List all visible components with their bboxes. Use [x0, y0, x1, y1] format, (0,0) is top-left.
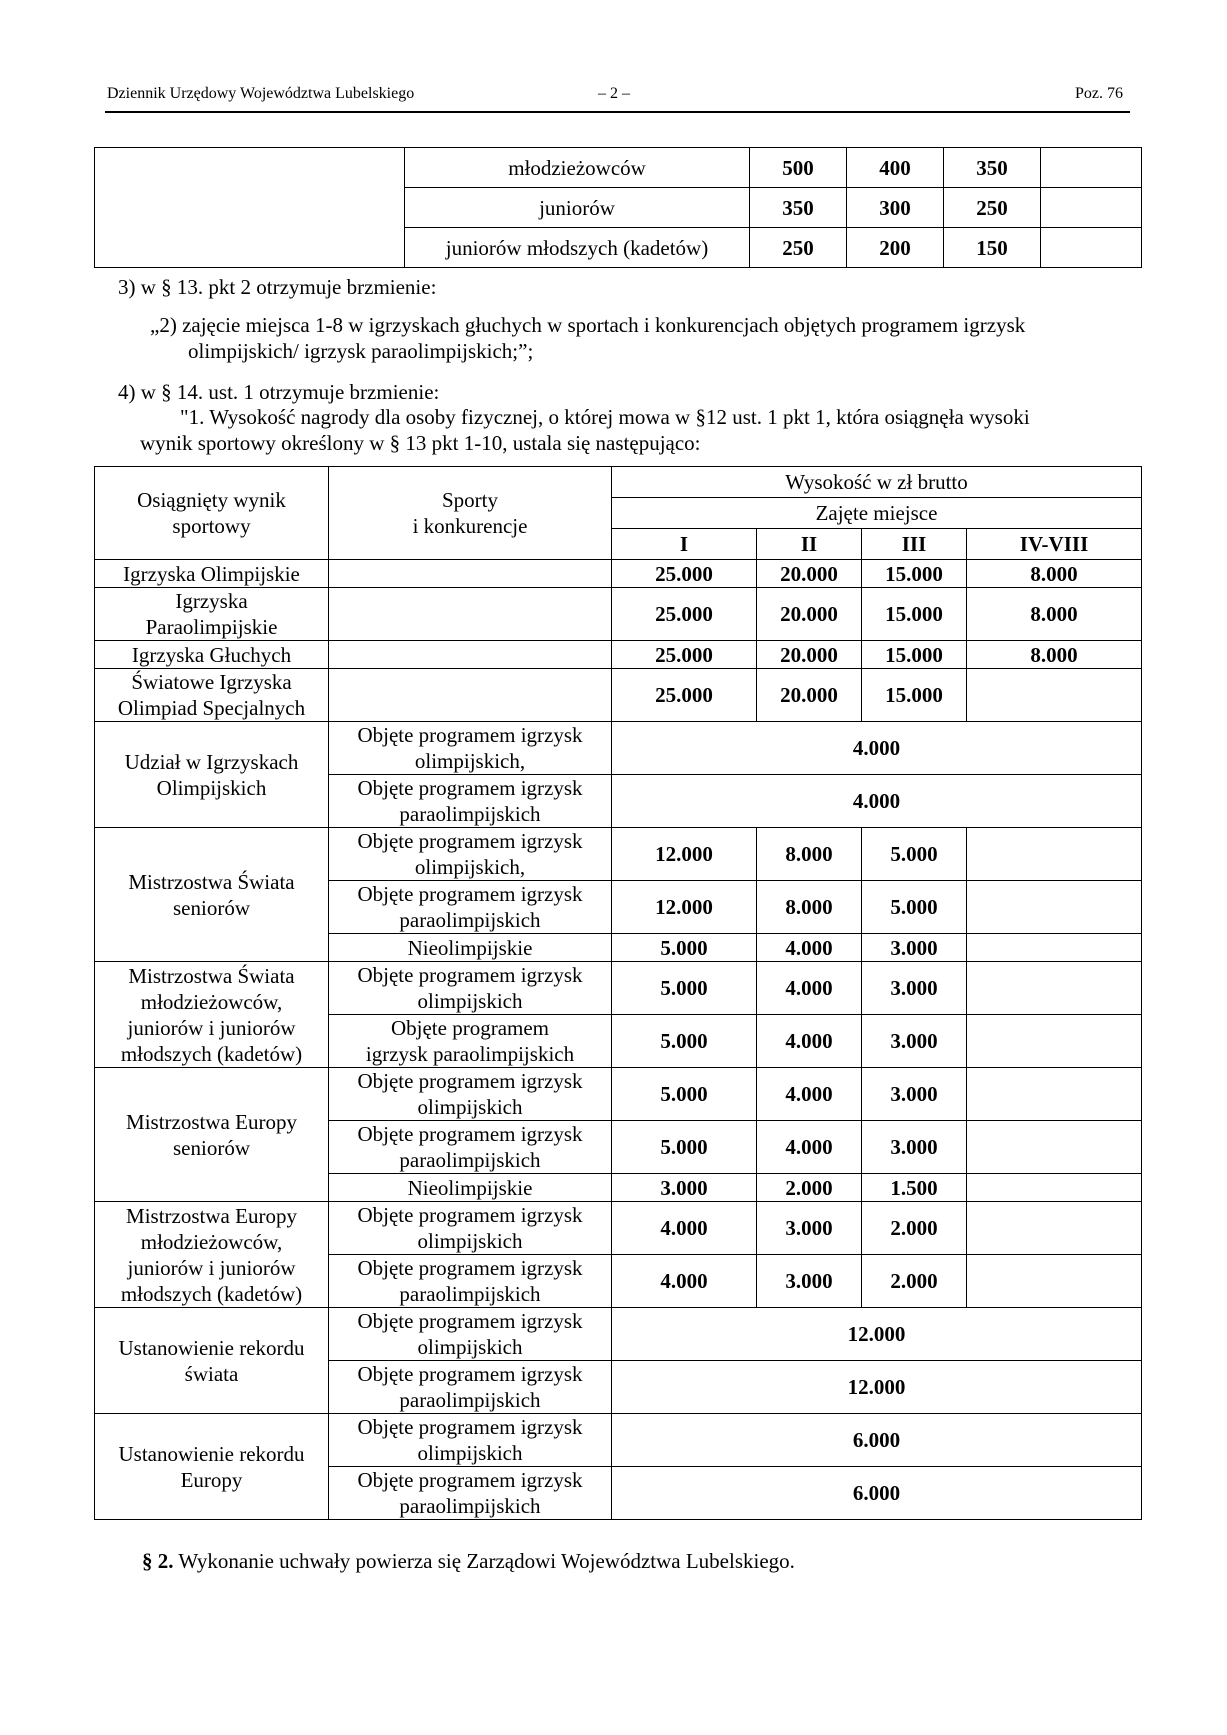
value-cell: 6.000 — [612, 1414, 1142, 1467]
value-cell: 8.000 — [967, 588, 1142, 641]
item-4-intro: 4) w § 14. ust. 1 otrzymuje brzmienie: — [118, 380, 440, 404]
item-3-quote-line2: olimpijskich/ igrzysk paraolimpijskich;”; — [188, 339, 534, 363]
value-cell: 25.000 — [612, 588, 757, 641]
header-place-3: III — [862, 529, 967, 560]
result-cell: Igrzyska Głuchych — [95, 641, 329, 669]
value-cell: 20.000 — [757, 560, 862, 588]
sport-cell: Objęte programem igrzysk paraolimpijskich — [329, 1255, 612, 1308]
value-cell: 5.000 — [612, 1068, 757, 1121]
result-cell: Udział w Igrzyskach Olimpijskich — [95, 722, 329, 828]
header-result: Osiągnięty wynik sportowy — [95, 467, 329, 560]
result-cell: Ustanowienie rekordu świata — [95, 1308, 329, 1414]
sport-cell: Objęte programem igrzysk olimpijskich, — [329, 722, 612, 775]
value-cell: 4.000 — [612, 1255, 757, 1308]
table-row — [95, 588, 1142, 641]
sport-cell: Objęte programem igrzysk olimpijskich — [329, 1414, 612, 1467]
value-cell: 350 — [750, 188, 847, 228]
value-cell: 4.000 — [612, 775, 1142, 828]
sport-cell: Objęte programem igrzysk olimpijskich — [329, 962, 612, 1015]
value-cell: 500 — [750, 148, 847, 188]
result-cell: Igrzyska Paraolimpijskie — [95, 588, 329, 641]
sport-cell: Objęte programem igrzysk olimpijskich, — [329, 828, 612, 881]
value-cell: 5.000 — [612, 962, 757, 1015]
sport-cell: Objęte programem igrzysk paraolimpijskich — [329, 1467, 612, 1520]
table-row — [95, 669, 1142, 722]
header-place: Zajęte miejsce — [612, 498, 1142, 529]
value-cell: 12.000 — [612, 881, 757, 934]
category-cell: juniorów młodszych (kadetów) — [405, 228, 750, 268]
sport-cell: Nieolimpijskie — [329, 1174, 612, 1202]
sport-cell: Objęte programem igrzysk paraolimpijskich — [329, 1121, 612, 1174]
empty-cell — [95, 148, 405, 268]
result-cell: Ustanowienie rekordu Europy — [95, 1414, 329, 1520]
position-number: Poz. 76 — [1075, 85, 1123, 102]
value-cell: 8.000 — [967, 560, 1142, 588]
value-cell: 25.000 — [612, 669, 757, 722]
value-cell: 3.000 — [757, 1255, 862, 1308]
sport-cell: Objęte programem igrzysk paraolimpijskich — [329, 775, 612, 828]
sport-cell — [329, 560, 612, 588]
value-cell — [967, 1015, 1142, 1068]
result-cell: Igrzyska Olimpijskie — [95, 560, 329, 588]
item-3-intro: 3) w § 13. pkt 2 otrzymuje brzmienie: — [118, 275, 437, 299]
section-number: § 2. — [142, 1549, 174, 1573]
empty-cell — [1041, 228, 1142, 268]
value-cell: 25.000 — [612, 641, 757, 669]
sport-cell — [329, 669, 612, 722]
value-cell: 3.000 — [612, 1174, 757, 1202]
value-cell: 8.000 — [967, 641, 1142, 669]
table-row — [95, 641, 1142, 669]
page-number: – 2 – — [598, 85, 630, 102]
value-cell — [967, 1255, 1142, 1308]
value-cell: 350 — [944, 148, 1041, 188]
value-cell: 3.000 — [862, 934, 967, 962]
value-cell — [967, 1174, 1142, 1202]
empty-cell — [1041, 188, 1142, 228]
sport-cell — [329, 641, 612, 669]
value-cell: 4.000 — [757, 1015, 862, 1068]
result-cell: Mistrzostwa Świata młodzieżowców, juniorów i juniorów młodszych (kadetów) — [95, 962, 329, 1068]
value-cell: 1.500 — [862, 1174, 967, 1202]
value-cell: 5.000 — [862, 828, 967, 881]
table-row — [95, 560, 1142, 588]
value-cell: 20.000 — [757, 588, 862, 641]
item-4-quote-line1: "1. Wysokość nagrody dla osoby fizycznej, o której mowa w §12 ust. 1 pkt 1, która osiągnęła wysoki — [180, 405, 1030, 429]
value-cell: 3.000 — [862, 1121, 967, 1174]
value-cell: 20.000 — [757, 641, 862, 669]
header-place-4-8: IV-VIII — [967, 529, 1142, 560]
value-cell: 4.000 — [757, 1068, 862, 1121]
sport-cell: Nieolimpijskie — [329, 934, 612, 962]
header-sports: Sporty i konkurencje — [329, 467, 612, 560]
value-cell: 8.000 — [757, 828, 862, 881]
value-cell: 200 — [847, 228, 944, 268]
sport-cell: Objęte programem igrzysk olimpijskich — [329, 1202, 612, 1255]
value-cell: 8.000 — [757, 881, 862, 934]
value-cell: 25.000 — [612, 560, 757, 588]
value-cell — [967, 1121, 1142, 1174]
value-cell: 4.000 — [757, 1121, 862, 1174]
value-cell: 20.000 — [757, 669, 862, 722]
value-cell: 12.000 — [612, 1361, 1142, 1414]
value-cell — [967, 881, 1142, 934]
result-cell: Światowe Igrzyska Olimpiad Specjalnych — [95, 669, 329, 722]
item-4-quote-line2: wynik sportowy określony w § 13 pkt 1-10, ustala się następująco: — [140, 431, 701, 455]
result-cell: Mistrzostwa Europy młodzieżowców, juniorów i juniorów młodszych (kadetów) — [95, 1202, 329, 1308]
value-cell: 2.000 — [862, 1255, 967, 1308]
value-cell: 250 — [750, 228, 847, 268]
value-cell — [967, 828, 1142, 881]
table-row — [95, 1068, 1142, 1121]
value-cell: 15.000 — [862, 669, 967, 722]
result-cell: Mistrzostwa Świata seniorów — [95, 828, 329, 962]
value-cell: 5.000 — [612, 934, 757, 962]
value-cell: 6.000 — [612, 1467, 1142, 1520]
value-cell: 15.000 — [862, 641, 967, 669]
value-cell: 250 — [944, 188, 1041, 228]
section-text: Wykonanie uchwały powierza się Zarządowi Województwa Lubelskiego. — [173, 1549, 795, 1573]
sport-cell: Objęte programem igrzysk olimpijskich — [329, 1308, 612, 1361]
value-cell: 4.000 — [612, 1202, 757, 1255]
header-rule — [105, 111, 1130, 113]
sport-cell: Objęte programem igrzysk paraolimpijskich — [329, 1015, 612, 1068]
value-cell: 15.000 — [862, 588, 967, 641]
table-row — [95, 148, 1142, 188]
value-cell: 2.000 — [757, 1174, 862, 1202]
journal-title: Dziennik Urzędowy Województwa Lubelskiego — [107, 85, 415, 102]
category-cell: juniorów — [405, 188, 750, 228]
header-amount: Wysokość w zł brutto — [612, 467, 1142, 498]
header-place-1: I — [612, 529, 757, 560]
item-3-quote-line1: „2) zajęcie miejsca 1-8 w igrzyskach głuchych w sportach i konkurencjach objętych programem igrzysk — [150, 313, 1026, 337]
value-cell: 12.000 — [612, 1308, 1142, 1361]
header-place-2: II — [757, 529, 862, 560]
result-cell: Mistrzostwa Europy seniorów — [95, 1068, 329, 1202]
value-cell: 3.000 — [862, 1068, 967, 1121]
section-2-paragraph — [142, 1548, 795, 1574]
sport-cell: Objęte programem igrzysk paraolimpijskich — [329, 881, 612, 934]
table-row — [95, 1308, 1142, 1361]
value-cell: 2.000 — [862, 1202, 967, 1255]
category-cell: młodzieżowców — [405, 148, 750, 188]
table-row — [95, 722, 1142, 775]
value-cell: 400 — [847, 148, 944, 188]
sport-cell — [329, 588, 612, 641]
prize-amount-table — [94, 466, 1142, 1520]
table-row — [95, 1202, 1142, 1255]
value-cell: 15.000 — [862, 560, 967, 588]
value-cell: 12.000 — [612, 828, 757, 881]
value-cell: 4.000 — [612, 722, 1142, 775]
table-header-row — [95, 467, 1142, 498]
value-cell: 300 — [847, 188, 944, 228]
value-cell — [967, 934, 1142, 962]
empty-cell — [1041, 148, 1142, 188]
value-cell: 5.000 — [612, 1015, 757, 1068]
value-cell — [967, 1202, 1142, 1255]
table-row — [95, 962, 1142, 1015]
value-cell: 4.000 — [757, 962, 862, 1015]
value-cell — [967, 1068, 1142, 1121]
value-cell — [967, 962, 1142, 1015]
value-cell: 150 — [944, 228, 1041, 268]
value-cell — [967, 669, 1142, 722]
sport-cell: Objęte programem igrzysk olimpijskich — [329, 1068, 612, 1121]
value-cell: 5.000 — [862, 881, 967, 934]
value-cell: 3.000 — [862, 1015, 967, 1068]
top-prize-table — [94, 147, 1142, 268]
table-row — [95, 1414, 1142, 1467]
value-cell: 3.000 — [757, 1202, 862, 1255]
value-cell: 3.000 — [862, 962, 967, 1015]
value-cell: 5.000 — [612, 1121, 757, 1174]
table-row — [95, 828, 1142, 881]
value-cell: 4.000 — [757, 934, 862, 962]
sport-cell: Objęte programem igrzysk paraolimpijskich — [329, 1361, 612, 1414]
